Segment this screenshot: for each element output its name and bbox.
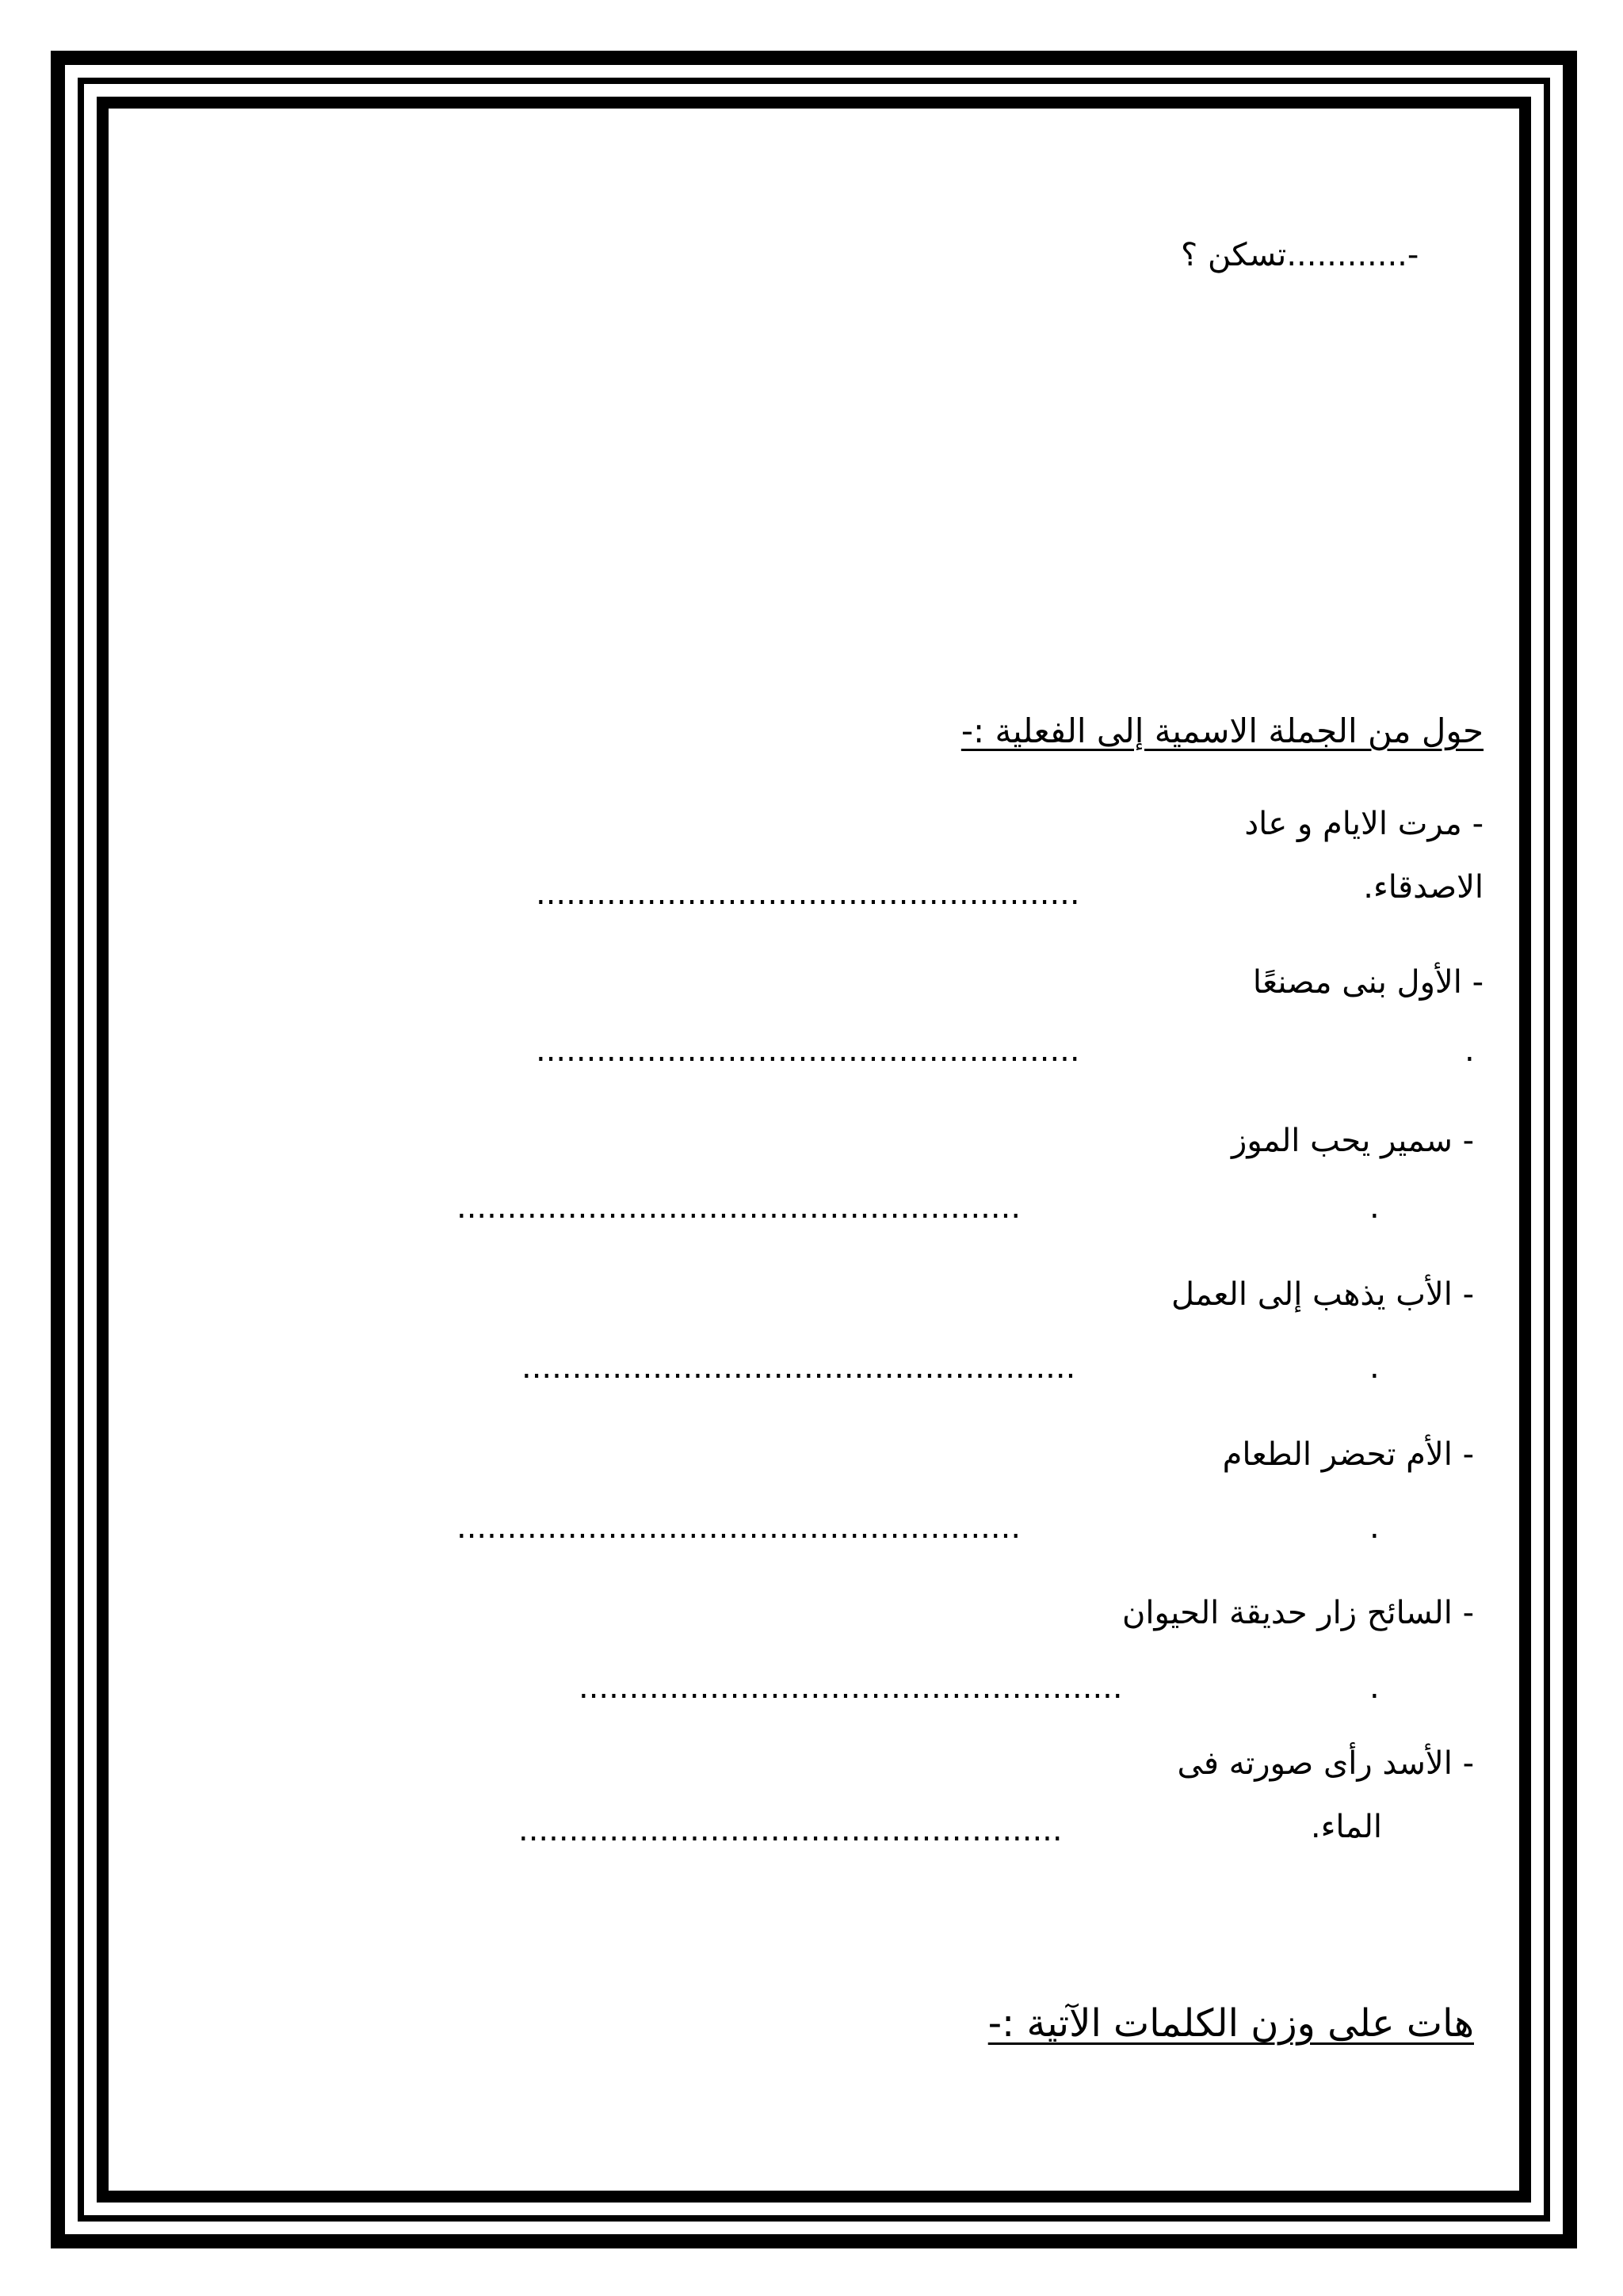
item2-answer-dots: ...................................................... xyxy=(536,1032,1080,1069)
item4-answer-dots: ....................................................... xyxy=(521,1349,1076,1386)
item6-answer-dots: ...................................................... xyxy=(579,1669,1123,1706)
item1-line1: - مرت الايام و عاد xyxy=(1244,806,1484,842)
item2-line1: - الأول بنى مصنعًا xyxy=(1252,964,1484,1001)
item4-period: . xyxy=(1369,1349,1380,1386)
item2-period: . xyxy=(1465,1032,1475,1069)
item3-answer-dots: ........................................................ xyxy=(456,1189,1022,1226)
item3-period: . xyxy=(1369,1189,1380,1226)
item5-period: . xyxy=(1369,1509,1380,1546)
item5-answer-dots: ........................................................ xyxy=(456,1509,1022,1546)
item1-line2: الاصدقاء. xyxy=(1363,869,1484,906)
item6-period: . xyxy=(1369,1669,1380,1706)
item4-line1: - الأب يذهب إلى العمل xyxy=(1170,1276,1474,1313)
item3-line1: - سمير يحب الموز xyxy=(1232,1123,1474,1159)
top-question-line xyxy=(1181,239,1419,271)
section2-title: هات على وزن الكلمات الآتية :- xyxy=(987,2001,1474,2046)
top-question-dots: ............ xyxy=(1286,237,1407,273)
item6-line1: - السائح زار حديقة الحيوان xyxy=(1121,1595,1474,1631)
item7-answer-dots: ...................................................... xyxy=(518,1812,1063,1848)
item1-answer-dots: ...................................................... xyxy=(536,875,1080,912)
top-question-dash: - xyxy=(1407,237,1419,273)
top-question-text: تسكن ؟ xyxy=(1181,237,1287,273)
item5-line1: - الأم تحضر الطعام xyxy=(1222,1436,1474,1473)
item7-line2: الماء. xyxy=(1310,1809,1382,1845)
section1-title: حول من الجملة الاسمية إلى الفعلية :- xyxy=(960,711,1484,750)
item7-line1: - الأسد رأى صورته فى xyxy=(1177,1745,1474,1782)
